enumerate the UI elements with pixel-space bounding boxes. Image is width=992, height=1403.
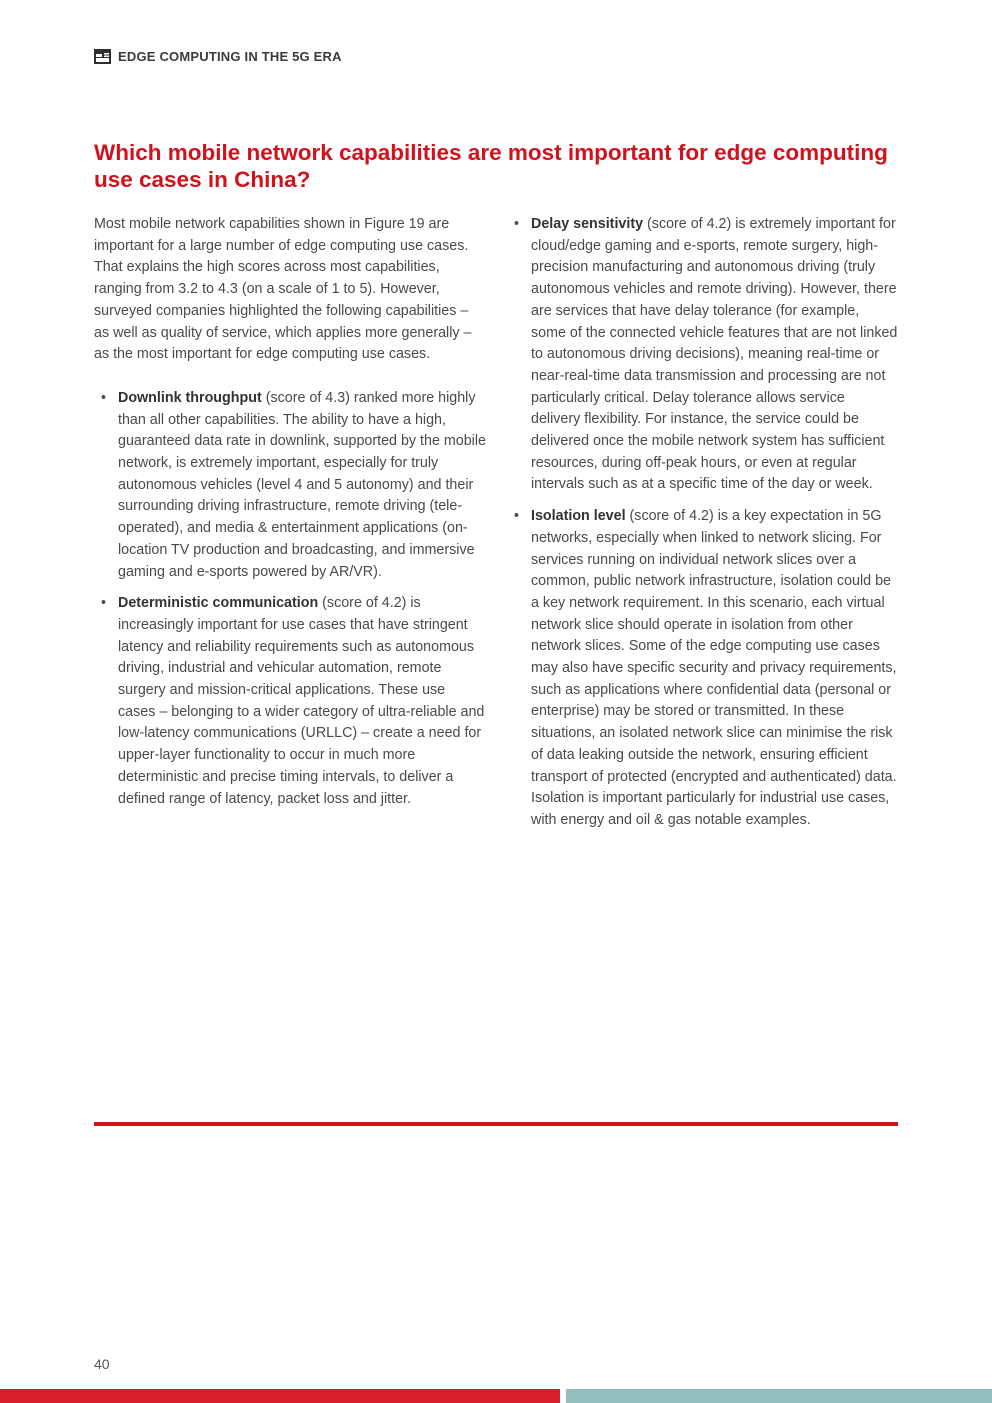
bullet-delay-sensitivity	[514, 214, 898, 496]
report-icon	[94, 49, 111, 64]
running-header	[94, 49, 342, 64]
bullet-text: (score of 4.2) is a key expectation in 5G networks, especially when linked to network slicing. For services running on individual network slices over a common, public network infrastructure, isolation could be a key network requirement. In this scenario, each virtual network slice should operate in isolation from other network slices. Some of the edge computing use cases may also have specific security and privacy requirements, such as applications where confidential data (personal or enterprise) may be stored or transmitted. In these situations, an isolated network slice can minimise the risk of data leaking outside the network, ensuring efficient transport of protected (encrypted and authenticated) data. Isolation is important particularly for industrial use cases, with energy and oil & gas notable examples.	[531, 508, 897, 828]
header-title: EDGE COMPUTING IN THE 5G ERA	[118, 49, 342, 64]
bullet-marker: •	[514, 508, 520, 525]
bullet-term: Isolation level	[531, 508, 626, 525]
right-column	[514, 214, 898, 842]
bullet-term: Delay sensitivity	[531, 216, 644, 232]
section-divider	[94, 1122, 898, 1126]
footer-bar-teal	[566, 1389, 992, 1403]
bullet-isolation-level	[514, 506, 898, 832]
bullet-text: (score of 4.3) ranked more highly than all other capabilities. The ability to have a high, guaranteed data rate in downlink, supported by the mobile network, is extremely important, especially for truly autonomous vehicles (level 4 and 5 autonomy) and their surrounding driving infrastructure, remote driving (tele-operated), and media & entertainment applications (on-location TV production and broadcasting, and immersive gaming and e-sports powered by AR/VR).	[118, 389, 486, 580]
bullet-deterministic-communication	[94, 593, 486, 810]
bullet-text: (score of 4.2) is extremely important for cloud/edge gaming and e-sports, remote surgery, high-precision manufacturing and autonomous driving (truly autonomous vehicles and remote driving). However, there are services that have delay tolerance (for example, some of the connected vehicle features that are not linked to autonomous driving decisions), meaning real-time or near-real-time data transmission and processing are not particularly critical. Delay tolerance allows service delivery flexibility. For instance, the service could be delivered once the mobile network system has sufficient resources, during off-peak hours, or even at regular intervals such as at a specific time of the day or week.	[531, 216, 898, 493]
page-number: 40	[94, 1356, 110, 1372]
bullet-marker: •	[101, 595, 107, 612]
bullet-text: (score of 4.2) is increasingly important for use cases that have stringent latency and reliability requirements such as autonomous driving, industrial and vehicular automation, remote surgery and mission-critical applications. These use cases – belonging to a wider category of ultra-reliable and low-latency communications (URLLC) – create a need for upper-layer functionality to occur in much more deterministic and precise timing intervals, to deliver a defined range of latency, packet loss and jitter.	[118, 595, 485, 807]
bullet-marker: •	[101, 389, 107, 406]
bullet-downlink-throughput	[94, 388, 486, 583]
intro-paragraph: Most mobile network capabilities shown in Figure 19 are important for a large number of edge computing use cases. That explains the high scores across most capabilities, ranging from 3.2 to 4.3 (on a scale of 1 to 5). However, surveyed companies highlighted the following capabilities – as well as quality of service, which applies more generally – as the most important for edge computing use cases.	[94, 216, 472, 363]
left-column	[94, 214, 486, 820]
footer-bar-red	[0, 1389, 560, 1403]
bullet-term: Deterministic communication	[118, 595, 319, 612]
bullet-list-right	[514, 214, 898, 832]
bullet-term: Downlink throughput	[118, 389, 262, 406]
bullet-list-left	[94, 388, 486, 810]
section-title: Which mobile network capabilities are most important for edge computing use cases in China?	[94, 140, 888, 192]
bullet-marker: •	[514, 216, 520, 232]
